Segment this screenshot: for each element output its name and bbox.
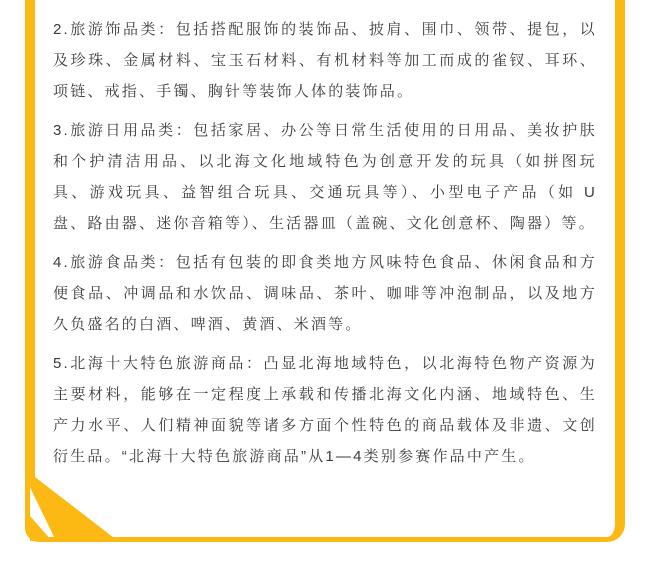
article-content — [53, 14, 597, 472]
ribbon-fold-icon — [20, 468, 130, 548]
paragraph-daily-goods-category: 3.旅游日用品类：包括家居、办公等日常生活使用的日用品、美妆护肤和个护清洁用品、以北海文化地域特色为创意开发的玩具（如拼图玩具、游戏玩具、益智组合玩具、交通玩具等）、小型电子产品（如 U 盘、路由器、迷你音箱等）、生活器皿（盖碗、文化创意杯、陶器）等。 — [53, 122, 597, 232]
paragraph-accessory-category: 2.旅游饰品类：包括搭配服饰的装饰品、披肩、围巾、领带、提包，以及珍珠、金属材料、宝玉石材料、有机材料等加工而成的雀钗、耳环、项链、戒指、手镯、胸针等装饰人体的装饰品。 — [53, 21, 597, 100]
left-accent-bar — [25, 0, 35, 478]
paragraph-food-category: 4.旅游食品类：包括有包装的即食类地方风味特色食品、休闲食品和方便食品、冲调品和水饮品、调味品、茶叶、咖啡等冲泡制品，以及地方久负盛名的白酒、啤酒、黄酒、米酒等。 — [53, 254, 597, 333]
paragraph-top-ten-products: 5.北海十大特色旅游商品：凸显北海地域特色，以北海特色物产资源为主要材料，能够在一定程度上承载和传播北海文化内涵、地域特色、生产力水平、人们精神面貌等诸多方面个性特色的商品载体及非遗、文创衍生品。“北海十大特色旅游商品”从1—4类别参赛作品中产生。 — [53, 355, 597, 465]
